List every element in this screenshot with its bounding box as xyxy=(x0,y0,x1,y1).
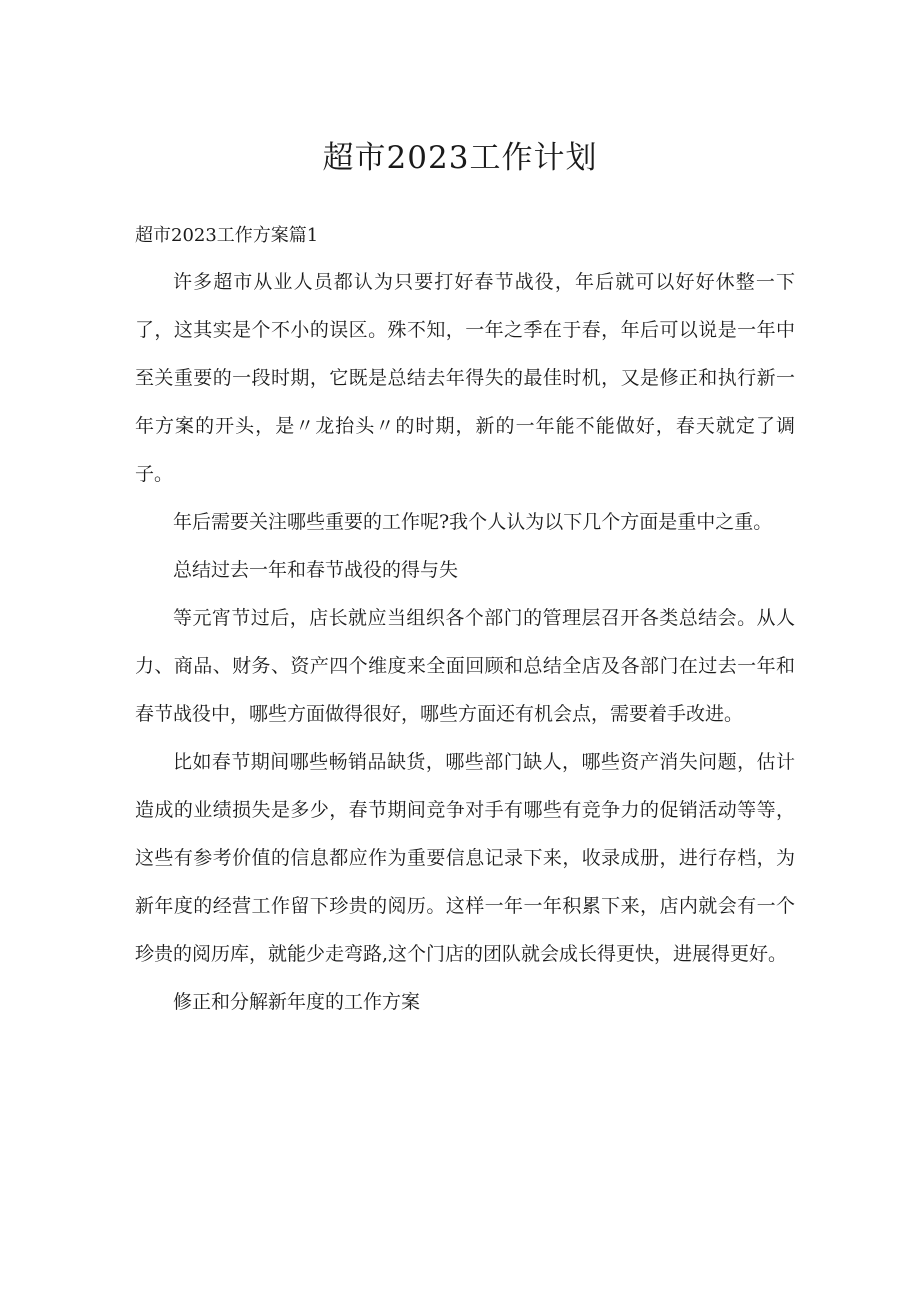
section-heading-summary: 总结过去一年和春节战役的得与失 xyxy=(173,559,459,581)
paragraph-focus: 年后需要关注哪些重要的工作呢?我个人认为以下几个方面是重中之重。 xyxy=(173,511,773,533)
document-title: 超市2023工作计划 xyxy=(322,140,598,176)
document-body xyxy=(135,222,795,1026)
paragraph-intro: 许多超市从业人员都认为只要打好春节战役，年后就可以好好休整一下了，这其实是个不小的误区。殊不知，一年之季在于春，年后可以说是一年中至关重要的一段时期，它既是总结去年得失的最佳时机，又是修正和执行新一年方案的开头，是〃龙抬头〃的时期，新的一年能不能做好，春天就定了调子。 xyxy=(135,271,795,485)
section-heading-plan: 修正和分解新年度的工作方案 xyxy=(173,991,421,1013)
paragraph-summary-meeting: 等元宵节过后，店长就应当组织各个部门的管理层召开各类总结会。从人力、商品、财务、资产四个维度来全面回顾和总结全店及各部门在过去一年和春节战役中，哪些方面做得很好，哪些方面还有机会点，需要着手改进。 xyxy=(135,607,795,725)
document-subtitle: 超市2023工作方案篇1 xyxy=(135,225,319,246)
paragraph-summary-example: 比如春节期间哪些畅销品缺货，哪些部门缺人，哪些资产消失问题，估计造成的业绩损失是多少，春节期间竞争对手有哪些有竞争力的促销活动等等，这些有参考价值的信息都应作为重要信息记录下来，收录成册，进行存档，为新年度的经营工作留下珍贵的阅历。这样一年一年积累下来，店内就会有一个珍贵的阅历库，就能少走弯路,这个门店的团队就会成长得更快，进展得更好。 xyxy=(135,751,795,965)
